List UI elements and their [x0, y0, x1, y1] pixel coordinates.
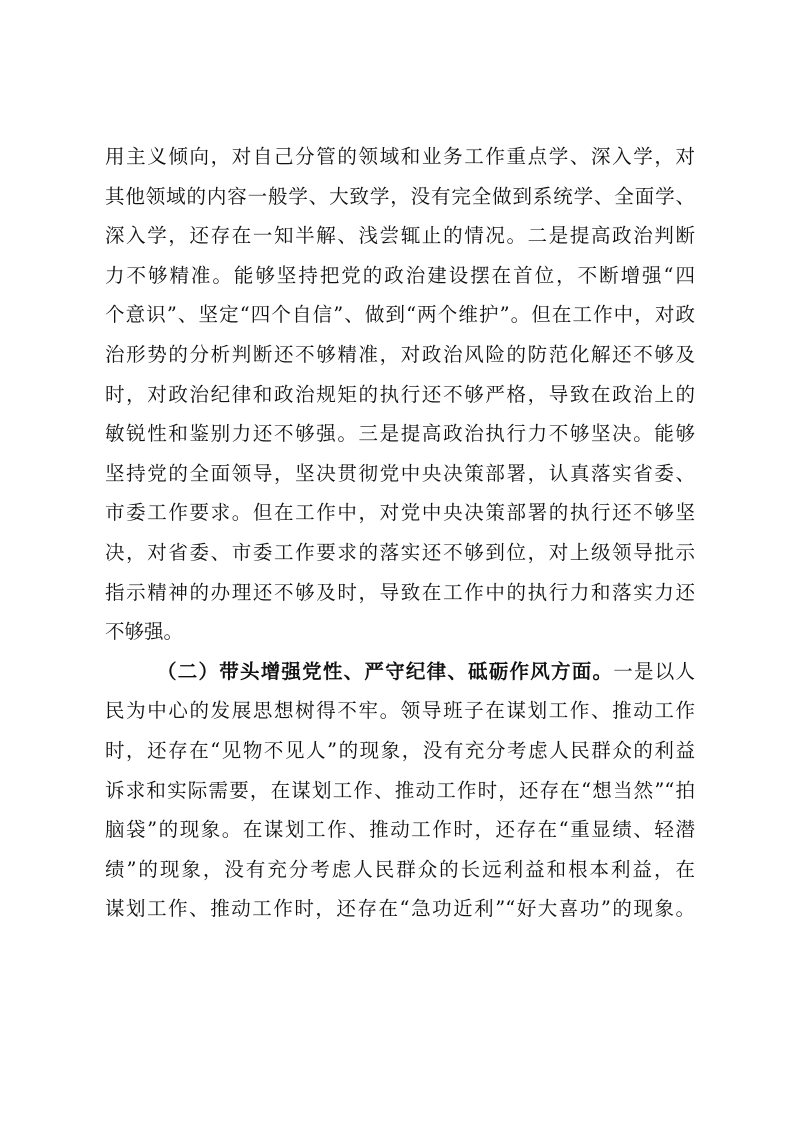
text-line: 市委工作要求。但在工作中，对党中央决策部署的执行还不够坚 — [105, 501, 695, 525]
paragraph-2 — [105, 652, 695, 929]
text-line: 时，对政治纪律和政治规矩的执行还不够严格，导致在政治上的 — [105, 382, 695, 406]
section-first-line-rest: 一是以人 — [613, 659, 695, 683]
text-line: 绩”的现象，没有充分考虑人民群众的长远利益和根本利益，在 — [105, 857, 695, 881]
text-line: 用主义倾向，对自己分管的领域和业务工作重点学、深入学，对 — [105, 145, 695, 168]
text-line: 指示精神的办理还不够及时，导致在工作中的执行力和落实力还 — [105, 580, 695, 604]
text-line: 时，还存在“见物不见人”的现象，没有充分考虑人民群众的利益 — [105, 738, 695, 762]
text-line: 深入学，还存在一知半解、浅尝辄止的情况。二是提高政治判断 — [105, 224, 695, 248]
text-line: 坚持党的全面领导，坚决贯彻党中央决策部署，认真落实省委、 — [105, 461, 695, 485]
text-line: 决，对省委、市委工作要求的落实还不够到位，对上级领导批示 — [105, 540, 695, 564]
body-text — [105, 137, 695, 929]
text-line: 不够强。 — [105, 620, 184, 644]
text-line: 谋划工作、推动工作时，还存在“急功近利”“好大喜功”的现象。 — [105, 897, 695, 921]
text-line: 脑袋”的现象。在谋划工作、推动工作时，还存在“重显绩、轻潜 — [105, 818, 695, 842]
paragraph-1 — [105, 137, 695, 652]
text-line: 治形势的分析判断还不够精准，对政治风险的防范化解还不够及 — [105, 342, 695, 366]
text-line: 个意识”、坚定“四个自信”、做到“两个维护”。但在工作中，对政 — [105, 303, 695, 327]
text-line: 力不够精准。能够坚持把党的政治建设摆在首位，不断增强“四 — [105, 263, 695, 287]
text-line: 诉求和实际需要，在谋划工作、推动工作时，还存在“想当然”“拍 — [105, 778, 695, 802]
section-first-line — [105, 652, 695, 692]
text-line: 其他领域的内容一般学、大致学，没有完全做到系统学、全面学、 — [105, 184, 695, 208]
text-line: 敏锐性和鉴别力还不够强。三是提高政治执行力不够坚决。能够 — [105, 422, 695, 446]
section-heading: （二）带头增强党性、严守纪律、砥砺作风方面。 — [157, 659, 614, 683]
text-line: 民为中心的发展思想树得不牢。领导班子在谋划工作、推动工作 — [105, 699, 695, 723]
